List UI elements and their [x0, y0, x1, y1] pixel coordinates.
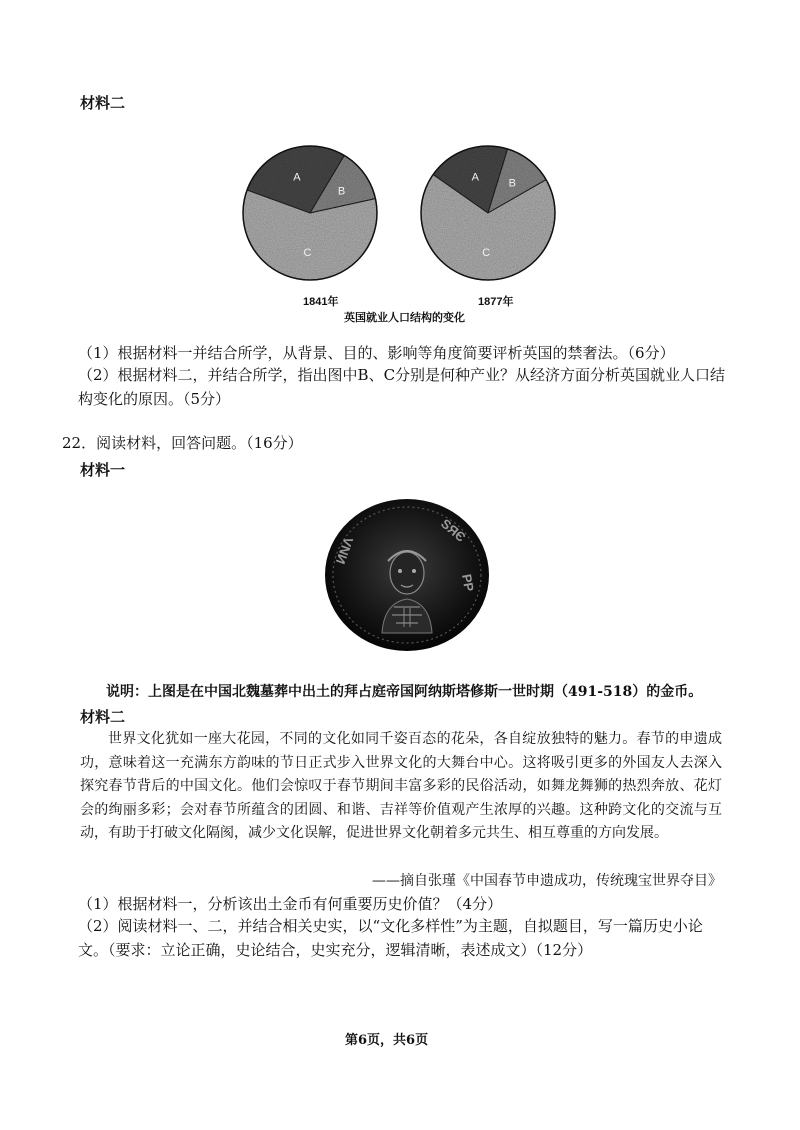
pie-slice-label: C — [482, 246, 491, 259]
material-2b-label: 材料二 — [80, 708, 126, 726]
material-2-paragraph: 世界文化犹如一座大花园，不同的文化如同千姿百态的花朵，各自绽放独特的魅力。春节的申遗成功，意味着这一充满东方韵味的节日正式步入世界文化的大舞台中心。这将吸引更多的外国友人去深入探究春节背后的中国文化。他们会惊叹于春节期间丰富多彩的民俗活动，如舞龙舞狮的热烈奔放、花灯会的绚丽多彩；会对春节所蕴含的团圆、和谐、吉祥等价值观产生浓厚的兴趣。这种跨文化的交流与互动，有助于打破文化隔阂，减少文化误解，促进世界文化朝着多元共生、相互尊重的方向发展。 — [80, 731, 722, 841]
pie-1841年 — [243, 146, 377, 280]
material-2-label: 材料二 — [80, 94, 126, 112]
pie-slice-label: A — [293, 171, 301, 184]
question-21-1: （1）根据材料一并结合所学，从背景、目的、影响等角度简要评析英国的禁奢法。（6分） — [78, 344, 675, 362]
question-22-2: （2）阅读材料一、二，并结合相关史实，以“文化多样性”为主题，自拟题目，写一篇历史小论文。（要求：立论正确，史论结合，史实充分，逻辑清晰，表述成文）（12分） — [78, 917, 703, 959]
pie-slice-label: B — [508, 177, 516, 190]
employment-pie-charts — [240, 135, 570, 300]
svg-text:ИNΛ: ИNΛ — [332, 535, 357, 567]
chart-title: 英国就业人口结构的变化 — [344, 312, 465, 324]
question-22-title: 22．阅读材料，回答问题。（16分） — [62, 434, 303, 452]
byzantine-gold-coin-image — [322, 495, 492, 655]
pie-1841-year-label: 1841年 — [303, 296, 339, 308]
svg-text:PP: PP — [459, 572, 477, 593]
material-2-source: ——摘自张瑾《中国春节申遗成功，传统瑰宝世界夺目》 — [372, 873, 722, 889]
material-1-label: 材料一 — [80, 461, 126, 479]
pie-slice-label: A — [471, 171, 480, 184]
question-21-2: （2）根据材料二，并结合所学，指出图中B、C分别是何种产业？从经济方面分析英国就业人口结构变化的原因。（5分） — [78, 366, 726, 408]
pie-1877-year-label: 1877年 — [478, 296, 514, 308]
svg-text:SЯЄ: SЯЄ — [438, 515, 469, 545]
question-22-1: （1）根据材料一，分析该出土金币有何重要历史价值？（4分） — [78, 895, 503, 913]
page-footer: 第6页，共6页 — [345, 1033, 429, 1048]
pie-slice-label: B — [337, 185, 346, 198]
pie-1877年 — [421, 146, 555, 280]
coin-note: 说明：上图是在中国北魏墓葬中出土的拜占庭帝国阿纳斯塔修斯一世时期（491-518）的金币。 — [106, 684, 703, 700]
pie-slice-label: C — [303, 246, 312, 259]
